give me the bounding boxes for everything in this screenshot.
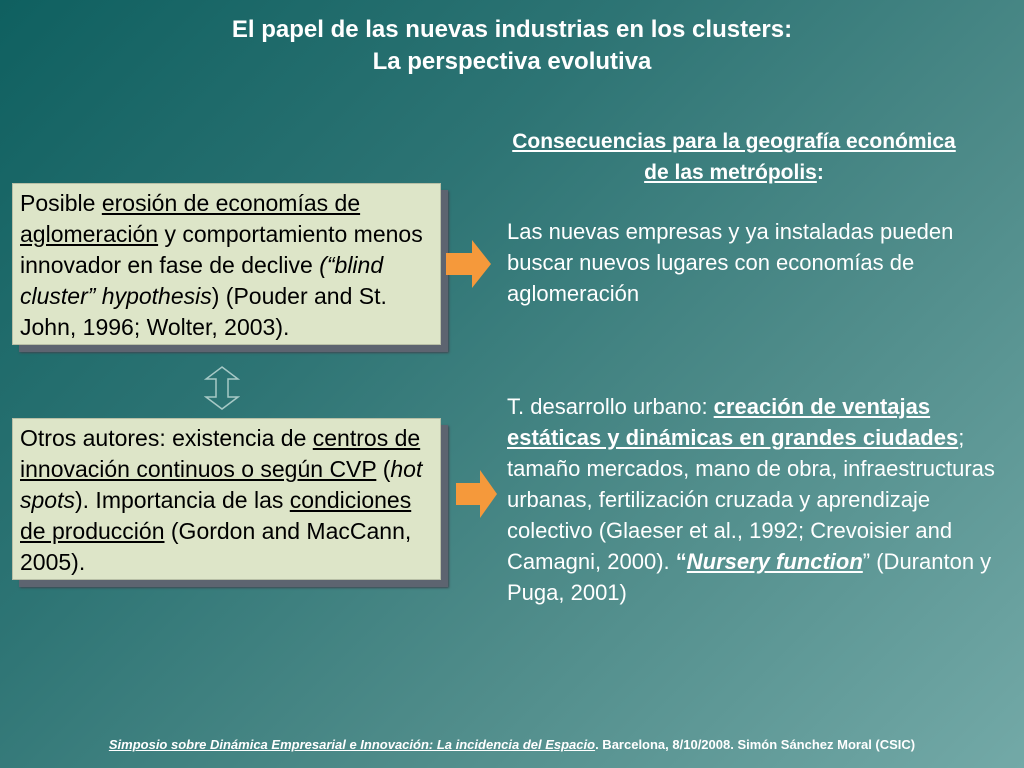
box2-italic-hotspots: hot spots: [20, 456, 423, 513]
urban-development-paragraph: [507, 391, 1007, 608]
block-arrow-right-icon: [446, 240, 492, 288]
block-arrow-right-icon: [456, 470, 498, 518]
para2-text-6: ” (Duranton y Puga, 2001): [507, 549, 992, 605]
erosion-box: [12, 183, 441, 345]
box1-underlined-phrase: erosión de economías de aglomeración: [20, 190, 361, 247]
title-line-1: El papel de las nuevas industrias en los clusters:: [231, 16, 793, 43]
box2-text-5: ). Importancia de las: [74, 487, 290, 513]
para2-open-quote: “: [675, 549, 687, 574]
para2-text-3: ; tamaño mercados, mano de obra, infraestructuras urbanas, fertilización cruzada y aprendizaje colectivo (Glaeser et al., 1992; Crevoisier and Camagni, 2000).: [507, 425, 995, 574]
para2-nursery-function: Nursery function: [686, 549, 863, 574]
box2-text-1: Otros autores: existencia de: [20, 425, 313, 451]
slide-title: [0, 14, 1024, 78]
up-down-arrow-icon: [204, 366, 240, 410]
footer-symposium-link[interactable]: Simposio sobre Dinámica Empresarial e Innovación: La incidencia del Espacio: [108, 737, 596, 752]
box2-text-7: (Gordon and MacCann, 2005).: [20, 518, 412, 575]
box2-text-3: (: [376, 456, 391, 482]
innovation-centres-box: [12, 418, 441, 580]
consequences-heading: [512, 126, 956, 188]
para2-text-1: T. desarrollo urbano:: [507, 394, 714, 419]
title-line-2: La perspectiva evolutiva: [372, 48, 652, 75]
footer-rest: . Barcelona, 8/10/2008. Simón Sánchez Moral (CSIC): [595, 737, 916, 752]
footer: [0, 737, 1024, 752]
box1-text-1: Posible: [20, 190, 102, 216]
box2-underlined-centros: centros de innovación continuos o según CVP: [20, 425, 421, 482]
box1-italic-hypothesis: (“blind cluster” hypothesis: [20, 252, 384, 309]
box2-underlined-condiciones: condiciones de producción: [20, 487, 412, 544]
box1-text-5: ) (Pouder and St. John, 1996; Wolter, 2003).: [20, 283, 387, 340]
box1-text-3: y comportamiento menos innovador en fase de declive: [20, 221, 423, 278]
para2-bold-underlined: creación de ventajas estáticas y dinámicas en grandes ciudades: [507, 394, 959, 450]
new-firms-paragraph: Las nuevas empresas y ya instaladas pueden buscar nuevos lugares con economías de aglomeración: [507, 219, 954, 306]
heading-colon: :: [816, 161, 824, 184]
heading-underlined: Consecuencias para la geografía económica de las metrópolis: [512, 130, 956, 184]
